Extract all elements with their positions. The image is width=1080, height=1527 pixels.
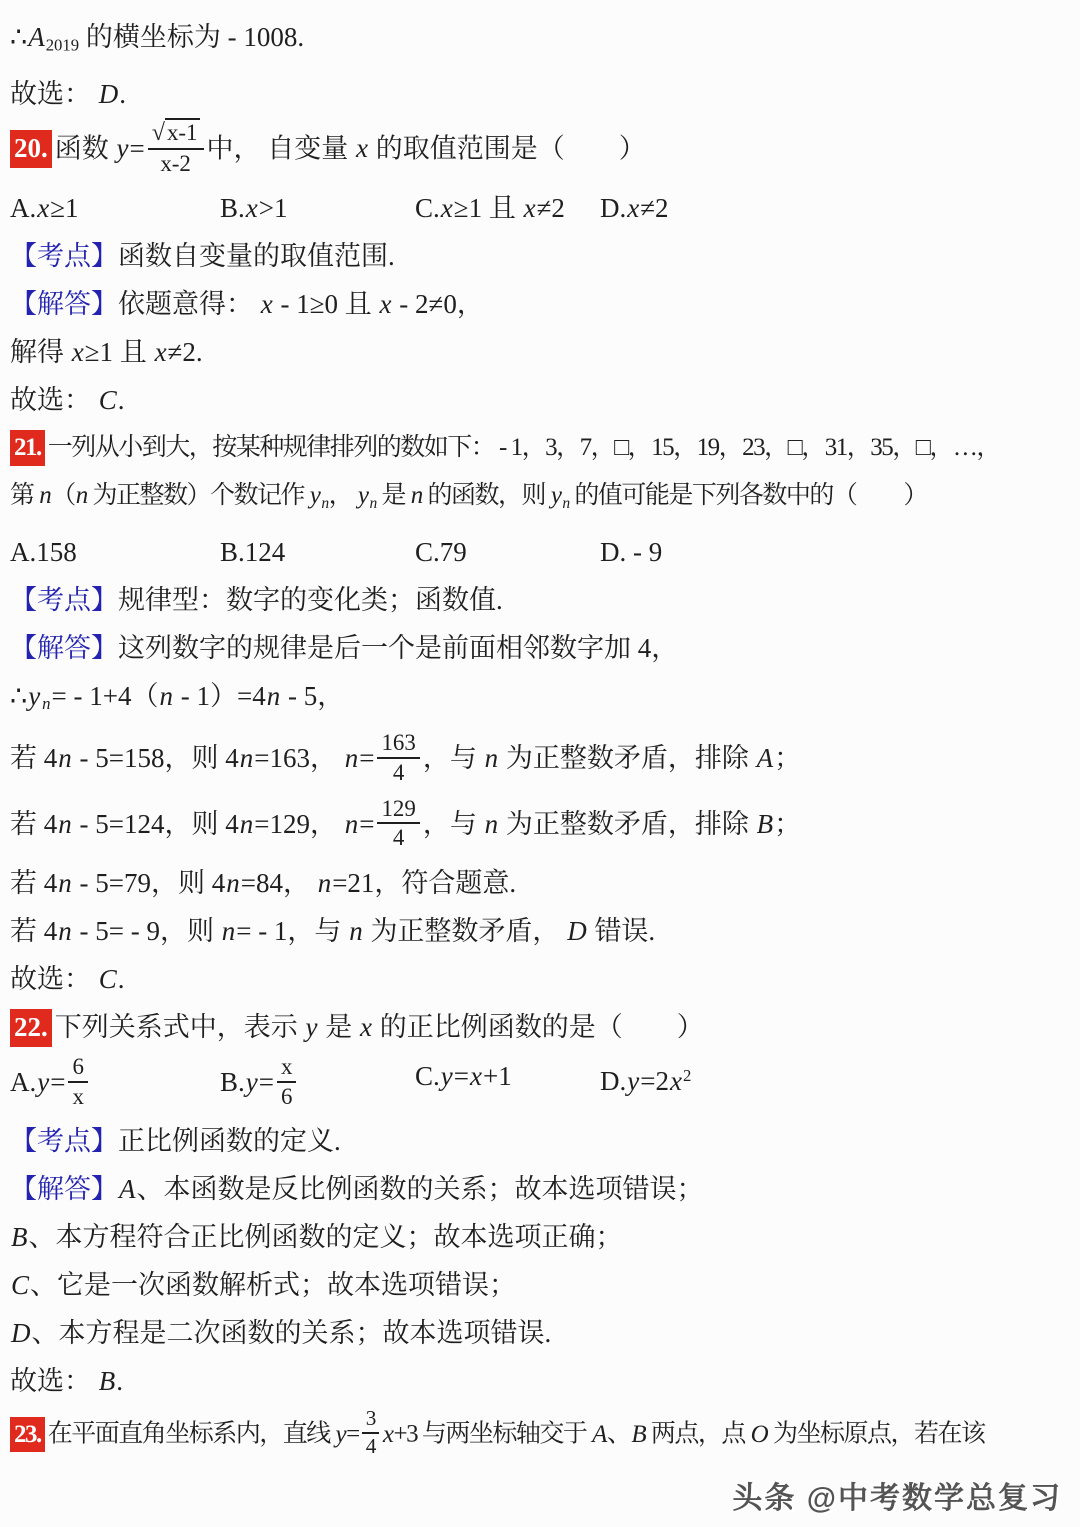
text-run: 是 xyxy=(376,482,410,510)
text-line xyxy=(10,1266,1066,1304)
text-run: = xyxy=(359,743,375,774)
keypoint-line xyxy=(10,1122,1066,1160)
text-run: 若 4 xyxy=(10,868,58,899)
math-variable: y xyxy=(305,1012,318,1043)
text-run: . xyxy=(119,78,126,109)
math-variable: n xyxy=(349,916,363,947)
text-run: +3 与两坐标轴交于 xyxy=(393,1420,592,1448)
math-variable: B xyxy=(756,808,774,839)
math-variable: n xyxy=(159,680,173,711)
options-row xyxy=(10,533,1066,571)
math-variable: A xyxy=(756,743,774,774)
text-run: 规律型：数字的变化类；函数值. xyxy=(118,584,503,615)
math-variable: B xyxy=(11,1222,28,1253)
text-run: 、它是一次函数解析式；故本选项错误； xyxy=(30,1270,517,1301)
math-variable: x xyxy=(260,289,273,320)
section-label: 【解答】 xyxy=(10,289,118,320)
fraction-denominator: x xyxy=(72,1083,84,1109)
text-run: 为正整数）个数记作 xyxy=(87,482,309,510)
math-variable: y xyxy=(335,1420,346,1448)
option-a xyxy=(10,1053,220,1112)
section-label: 【考点】 xyxy=(10,1126,118,1157)
math-variable: n xyxy=(344,743,359,774)
text-run: - 5， xyxy=(281,680,345,711)
math-variable: x xyxy=(37,193,50,224)
text-line xyxy=(10,1314,1066,1352)
text-line xyxy=(10,477,1066,522)
text-run: = xyxy=(453,1060,469,1091)
math-variable: n xyxy=(75,482,87,510)
option-a xyxy=(10,533,220,571)
math-variable: n xyxy=(58,808,72,839)
math-variable: y xyxy=(28,680,41,711)
text-run: 故选： xyxy=(10,78,98,109)
math-variable: x xyxy=(440,193,453,224)
text-run: - 1≥0 且 xyxy=(273,289,379,320)
text-run: 在平面直角坐标系内，直线 xyxy=(47,1420,335,1448)
fraction xyxy=(277,1054,296,1109)
math-variable: y xyxy=(309,482,320,510)
keypoint-line xyxy=(10,237,1066,275)
fraction-numerator: 6 xyxy=(68,1054,87,1083)
text-run: 第 xyxy=(10,482,39,510)
subscript: 2019 xyxy=(45,35,80,55)
fraction-denominator: 4 xyxy=(392,825,405,851)
fraction xyxy=(148,120,204,177)
text-run: =21，符合题意. xyxy=(332,868,517,899)
text-run: B. xyxy=(220,193,245,224)
text-run: 故选： xyxy=(10,964,98,995)
text-run: 这列数字的规律是后一个是前面相邻数字加 4， xyxy=(118,632,679,663)
subscript: n xyxy=(562,494,569,512)
fraction xyxy=(362,1407,379,1459)
text-run: 为正整数矛盾， xyxy=(363,916,567,947)
math-variable: n xyxy=(58,868,72,899)
math-variable: y xyxy=(37,1066,50,1097)
option-c xyxy=(415,189,600,227)
math-variable: y xyxy=(550,482,561,510)
text-run: ≥1 且 xyxy=(453,193,523,224)
text-run: 解得 xyxy=(10,337,71,368)
text-run: 、本方程符合正比例函数的定义；故本选项正确； xyxy=(28,1222,623,1253)
subscript: n xyxy=(321,494,328,512)
option-a xyxy=(10,189,220,227)
text-line xyxy=(10,75,1066,113)
math-variable: y xyxy=(627,1066,640,1097)
text-run: （ xyxy=(51,482,75,510)
math-variable: n xyxy=(221,916,236,947)
text-run: ； xyxy=(774,743,802,774)
text-run: C. xyxy=(415,193,440,224)
text-run: - 5= - 9，则 xyxy=(72,916,221,947)
text-run: ∴ xyxy=(10,680,28,711)
fraction-denominator: 6 xyxy=(280,1083,293,1109)
text-run: 的横坐标为 - 1008. xyxy=(79,22,305,52)
text-line xyxy=(10,730,1066,788)
problem-number-badge: 22. xyxy=(10,1009,52,1047)
text-run: ≠2 xyxy=(536,193,565,224)
section-label: 【考点】 xyxy=(10,241,118,272)
options-row xyxy=(10,189,1066,227)
math-variable: A xyxy=(119,1174,136,1205)
fraction xyxy=(377,730,419,785)
text-run: = - 1+4（ xyxy=(51,680,159,711)
text-run: 若 4 xyxy=(10,743,58,774)
text-run: 是 xyxy=(318,1012,359,1043)
text-run: A.158 xyxy=(10,536,77,567)
math-variable: x xyxy=(523,193,536,224)
text-run: B. xyxy=(220,1066,245,1097)
text-line xyxy=(10,677,1066,724)
text-run: A. xyxy=(10,1066,37,1097)
option-c xyxy=(415,1057,600,1112)
text-run: ， xyxy=(328,482,357,510)
keypoint-line xyxy=(10,581,1066,619)
radicand: x-1 xyxy=(166,119,198,145)
math-variable: n xyxy=(58,743,72,774)
text-run: ≠2. xyxy=(167,337,203,368)
text-run: D. xyxy=(600,1066,627,1097)
math-variable: n xyxy=(239,743,254,774)
text-run: ≥1 且 xyxy=(84,337,154,368)
text-run: >1 xyxy=(258,193,288,224)
math-variable: x xyxy=(359,1012,372,1043)
text-run: . xyxy=(116,1366,123,1397)
math-variable: n xyxy=(39,482,51,510)
problem-21-header xyxy=(10,429,1066,467)
math-variable: D xyxy=(98,78,119,109)
text-line xyxy=(10,1218,1066,1256)
math-variable: n xyxy=(266,680,281,711)
math-variable: n xyxy=(239,808,254,839)
math-variable: D xyxy=(11,1318,31,1349)
text-run: - 5=158，则 4 xyxy=(72,743,239,774)
superscript: 2 xyxy=(682,1065,692,1085)
math-variable: n xyxy=(344,808,359,839)
text-run: 故选： xyxy=(10,1366,98,1397)
text-run: 依题意得： xyxy=(118,289,260,320)
text-run: = xyxy=(50,1066,66,1097)
text-run: 故选： xyxy=(10,385,98,416)
text-run: ，与 xyxy=(422,743,484,774)
math-variable: x xyxy=(154,337,167,368)
text-run: 为正整数矛盾，排除 xyxy=(499,808,756,839)
text-run: ，与 xyxy=(422,808,484,839)
text-line xyxy=(10,864,1066,902)
text-run: 函数自变量的取值范围. xyxy=(118,241,395,272)
text-run: ≠2 xyxy=(640,193,669,224)
text-run: 正比例函数的定义. xyxy=(118,1126,341,1157)
answer-line xyxy=(10,285,1066,323)
math-variable: x xyxy=(469,1060,482,1091)
math-variable: B xyxy=(98,1366,116,1397)
fraction-numerator: 3 xyxy=(362,1407,379,1434)
text-run: 函数 xyxy=(54,133,116,164)
text-line xyxy=(10,1362,1066,1400)
math-variable: x xyxy=(71,337,84,368)
math-variable: x xyxy=(669,1066,682,1097)
math-variable: C xyxy=(11,1270,30,1301)
math-variable: B xyxy=(631,1420,646,1448)
text-run: +1 xyxy=(482,1060,512,1091)
text-run: 为正整数矛盾，排除 xyxy=(499,743,756,774)
fraction-numerator: 129 xyxy=(377,796,419,825)
text-line xyxy=(10,960,1066,998)
option-b xyxy=(220,1053,415,1112)
text-run: - 1）=4 xyxy=(174,680,266,711)
text-run: 、 xyxy=(606,1420,631,1448)
option-b xyxy=(220,189,415,227)
watermark: 头条 @中考数学总复习 xyxy=(732,1482,1062,1515)
math-variable: n xyxy=(226,868,240,899)
fraction xyxy=(377,796,419,851)
math-variable: x xyxy=(379,289,392,320)
problem-number-badge: 23. xyxy=(10,1417,45,1452)
math-variable: x xyxy=(356,133,368,164)
math-variable: x xyxy=(627,193,640,224)
text-run: . xyxy=(117,964,125,995)
text-run: B.124 xyxy=(220,536,286,567)
problem-number-badge: 21. xyxy=(10,430,45,465)
text-run: 下列关系式中，表示 xyxy=(54,1012,305,1043)
text-run: = xyxy=(346,1420,359,1448)
fraction-numerator: x xyxy=(277,1054,296,1083)
fraction-numerator xyxy=(148,120,204,150)
option-b xyxy=(220,533,415,571)
problem-number-badge: 20. xyxy=(10,130,52,168)
math-variable: x xyxy=(382,1420,393,1448)
text-run: = xyxy=(359,808,375,839)
answer-line xyxy=(10,629,1066,667)
math-variable: D xyxy=(567,916,587,947)
section-label: 【考点】 xyxy=(10,584,118,615)
subscript: n xyxy=(369,494,376,512)
text-run: 两点，点 xyxy=(646,1420,750,1448)
math-variable: y xyxy=(116,133,129,164)
section-label: 【解答】 xyxy=(10,1174,118,1205)
math-variable: n xyxy=(317,868,332,899)
text-run: C. xyxy=(415,1060,440,1091)
text-run: 的函数，则 xyxy=(422,482,550,510)
problem-23-header xyxy=(10,1406,1066,1462)
math-variable: y xyxy=(440,1060,453,1091)
section-label: 【解答】 xyxy=(10,632,118,663)
text-line xyxy=(10,795,1066,854)
text-run: D. - 9 xyxy=(600,536,663,567)
math-variable: A xyxy=(592,1420,606,1448)
math-variable: n xyxy=(410,482,422,510)
text-run: 若 4 xyxy=(10,916,58,947)
text-run: ∴ xyxy=(10,22,28,52)
text-run: 的正比例函数的是（ ） xyxy=(372,1012,704,1043)
text-run: =163， xyxy=(254,743,344,774)
text-run: 、本函数是反比例函数的关系；故本选项错误； xyxy=(136,1174,704,1205)
fraction xyxy=(68,1054,87,1109)
text-run: C.79 xyxy=(415,536,467,567)
text-run: A. xyxy=(10,193,37,224)
subscript: n xyxy=(42,694,51,714)
answer-line xyxy=(10,1170,1066,1208)
text-run: =129， xyxy=(254,808,344,839)
math-variable: O xyxy=(750,1420,768,1448)
fraction-denominator: 4 xyxy=(392,760,405,786)
text-line xyxy=(10,333,1066,371)
text-run: . xyxy=(117,385,125,416)
text-run: =84， xyxy=(240,868,317,899)
fraction-denominator: 4 xyxy=(365,1434,375,1459)
option-d xyxy=(600,1057,1066,1112)
text-run: - 5=79，则 4 xyxy=(72,868,226,899)
text-line xyxy=(10,912,1066,950)
text-run: D. xyxy=(600,193,627,224)
math-variable: A xyxy=(28,22,45,52)
math-variable: n xyxy=(484,808,499,839)
options-row xyxy=(10,1053,1066,1112)
math-variable: n xyxy=(58,916,72,947)
fraction-numerator: 163 xyxy=(377,730,419,759)
text-run: = xyxy=(129,133,145,164)
option-d xyxy=(600,533,1066,571)
text-run: 若 4 xyxy=(10,808,58,839)
text-run: 错误. xyxy=(587,916,656,947)
option-d xyxy=(600,189,1066,227)
math-variable: x xyxy=(245,193,258,224)
text-run: 中， 自变量 xyxy=(206,133,356,164)
text-run: 一列从小到大，按某种规律排列的数如下： - 1，3，7，□，15，19，23，□，31，35，□，…， xyxy=(47,434,1000,462)
text-run: 、本方程是二次函数的关系；故本选项错误. xyxy=(31,1318,552,1349)
text-run: = xyxy=(258,1066,274,1097)
text-run: 的值可能是下列各数中的（ ） xyxy=(569,482,927,510)
text-run: 的取值范围是（ ） xyxy=(369,133,646,164)
text-run: - 5=124，则 4 xyxy=(72,808,239,839)
fraction-denominator: x-2 xyxy=(160,150,191,176)
problem-22-header xyxy=(10,1008,1066,1047)
problem-20-header xyxy=(10,119,1066,180)
text-run: ； xyxy=(774,808,802,839)
math-variable: y xyxy=(357,482,368,510)
math-variable: n xyxy=(484,743,499,774)
math-variable: y xyxy=(245,1066,258,1097)
option-c xyxy=(415,533,600,571)
radical-sign: √ xyxy=(151,119,165,146)
text-line xyxy=(10,18,1066,65)
math-variable: C xyxy=(98,385,117,416)
text-line xyxy=(10,381,1066,419)
math-variable: C xyxy=(98,964,117,995)
text-run: ≥1 xyxy=(50,193,79,224)
text-run: = - 1，与 xyxy=(236,916,349,947)
text-run: =2 xyxy=(640,1066,669,1097)
text-run: - 2≠0， xyxy=(392,289,484,320)
text-run: 为坐标原点，若在该 xyxy=(768,1420,985,1448)
